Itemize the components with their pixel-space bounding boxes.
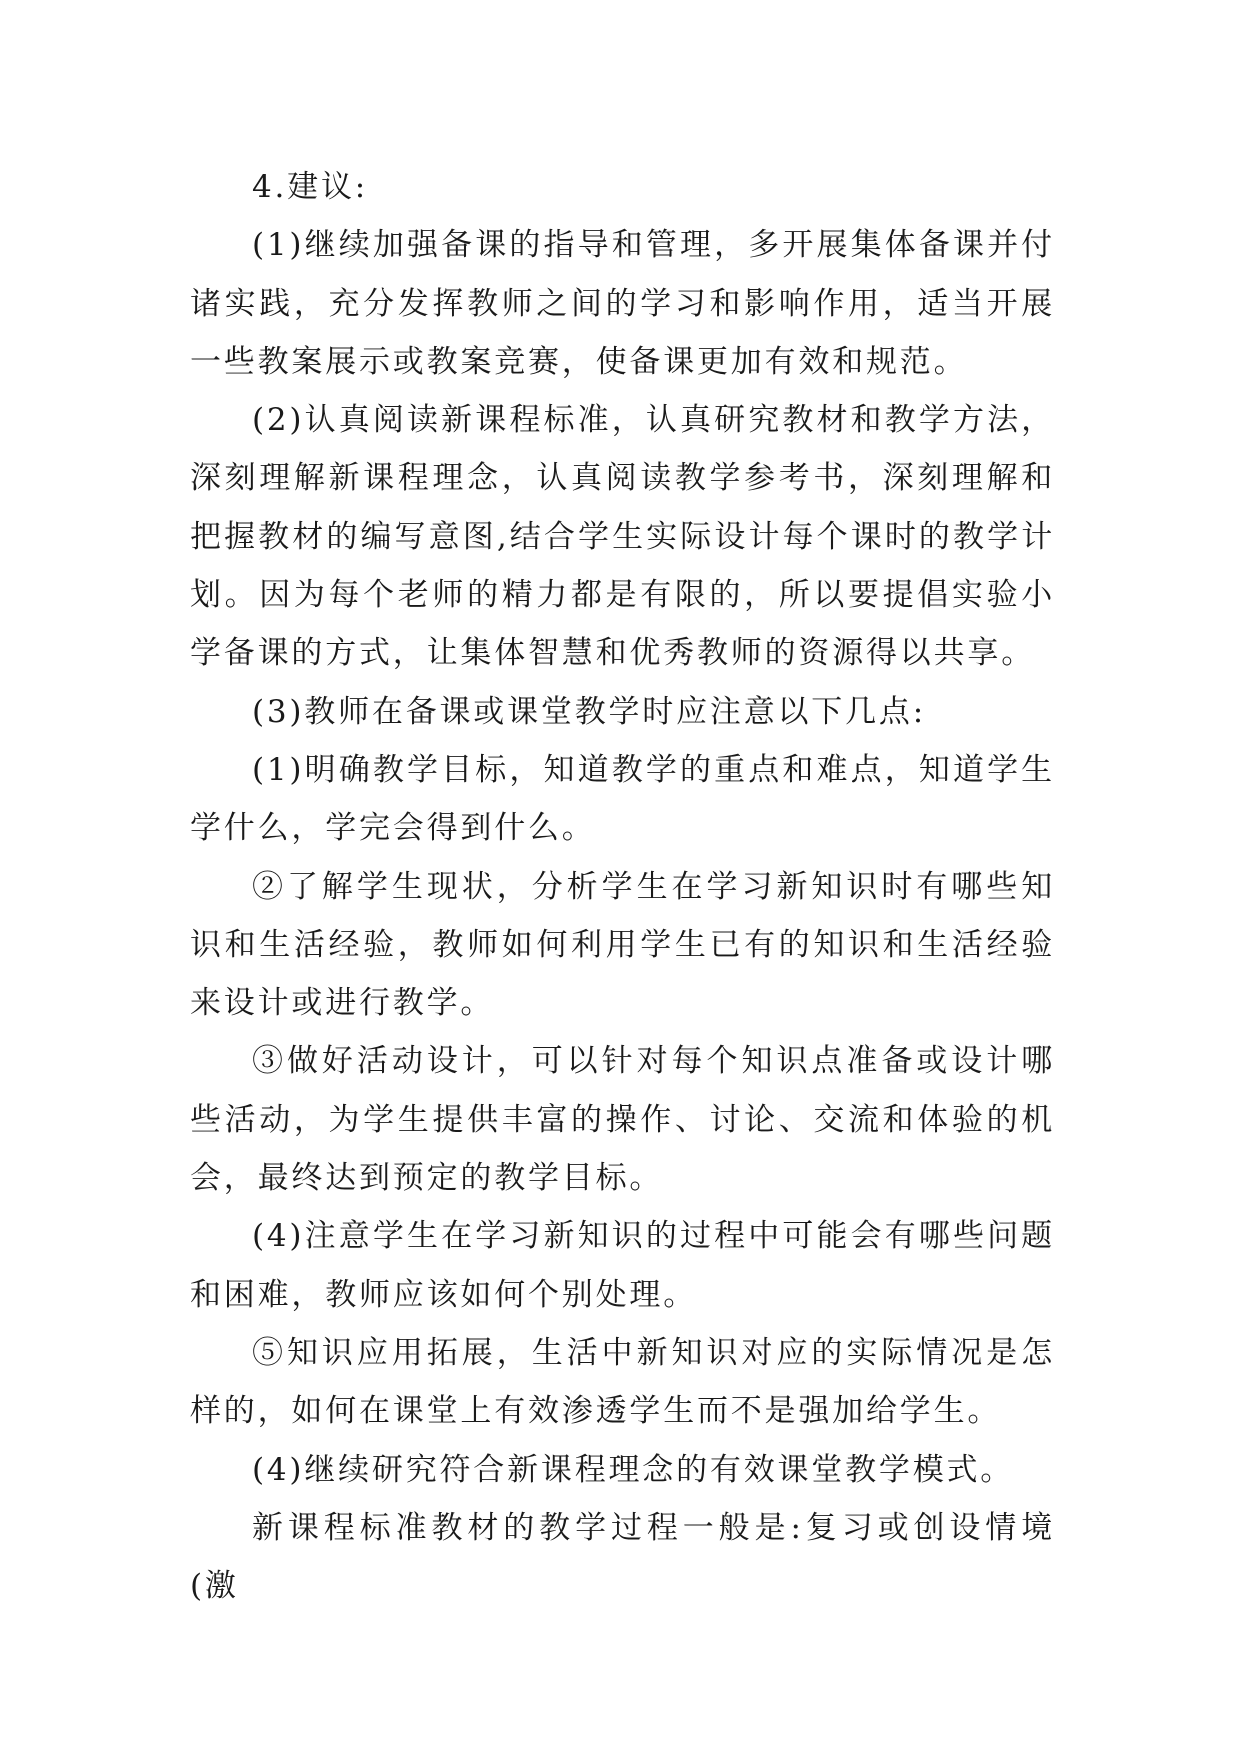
paragraph-point-4: (4)注意学生在学习新知识的过程中可能会有哪些问题和困难，教师应该如何个别处理。 [190, 1218, 1055, 1313]
paragraph-suggestion-4: (4)继续研究符合新课程理念的有效课堂教学模式。 [252, 1451, 1015, 1488]
section-heading: 4.建议: [252, 169, 369, 205]
paragraph-point-2: ②了解学生现状，分析学生在学习新知识时有哪些知识和生活经验，教师如何利用学生已有的知识和生活经验来设计或进行教学。 [190, 868, 1055, 1022]
paragraph-suggestion-1: (1)继续加强备课的指导和管理，多开展集体备课并付诸实践，充分发挥教师之间的学习和影响作用，适当开展一些教案展示或教案竞赛，使备课更加有效和规范。 [190, 227, 1055, 380]
paragraph-point-1: (1)明确教学目标，知道教学的重点和难点，知道学生学什么，学完会得到什么。 [190, 751, 1055, 847]
paragraph-point-5: ⑤知识应用拓展，生活中新知识对应的实际情况是怎样的，如何在课堂上有效渗透学生而不是强加给学生。 [190, 1334, 1055, 1430]
paragraph-suggestion-3: (3)教师在备课或课堂教学时应注意以下几点: [252, 693, 926, 730]
paragraph-point-3: ③做好活动设计，可以针对每个知识点准备或设计哪些活动，为学生提供丰富的操作、讨论、交流和体验的机会，最终达到预定的教学目标。 [190, 1043, 1055, 1197]
paragraph-suggestion-2: (2)认真阅读新课程标准，认真研究教材和教学方法，深刻理解新课程理念，认真阅读教学参考书，深刻理解和把握教材的编写意图,结合学生实际设计每个课时的教学计划。因为每个老师的精力都是有限的，所以要提倡实验小学备课的方式，让集体智慧和优秀教师的资源得以共享。 [190, 402, 1055, 672]
paragraph-teaching-process: 新课程标准教材的教学过程一般是:复习或创设情境(激 [190, 1509, 1055, 1605]
document-page [190, 158, 1055, 1615]
